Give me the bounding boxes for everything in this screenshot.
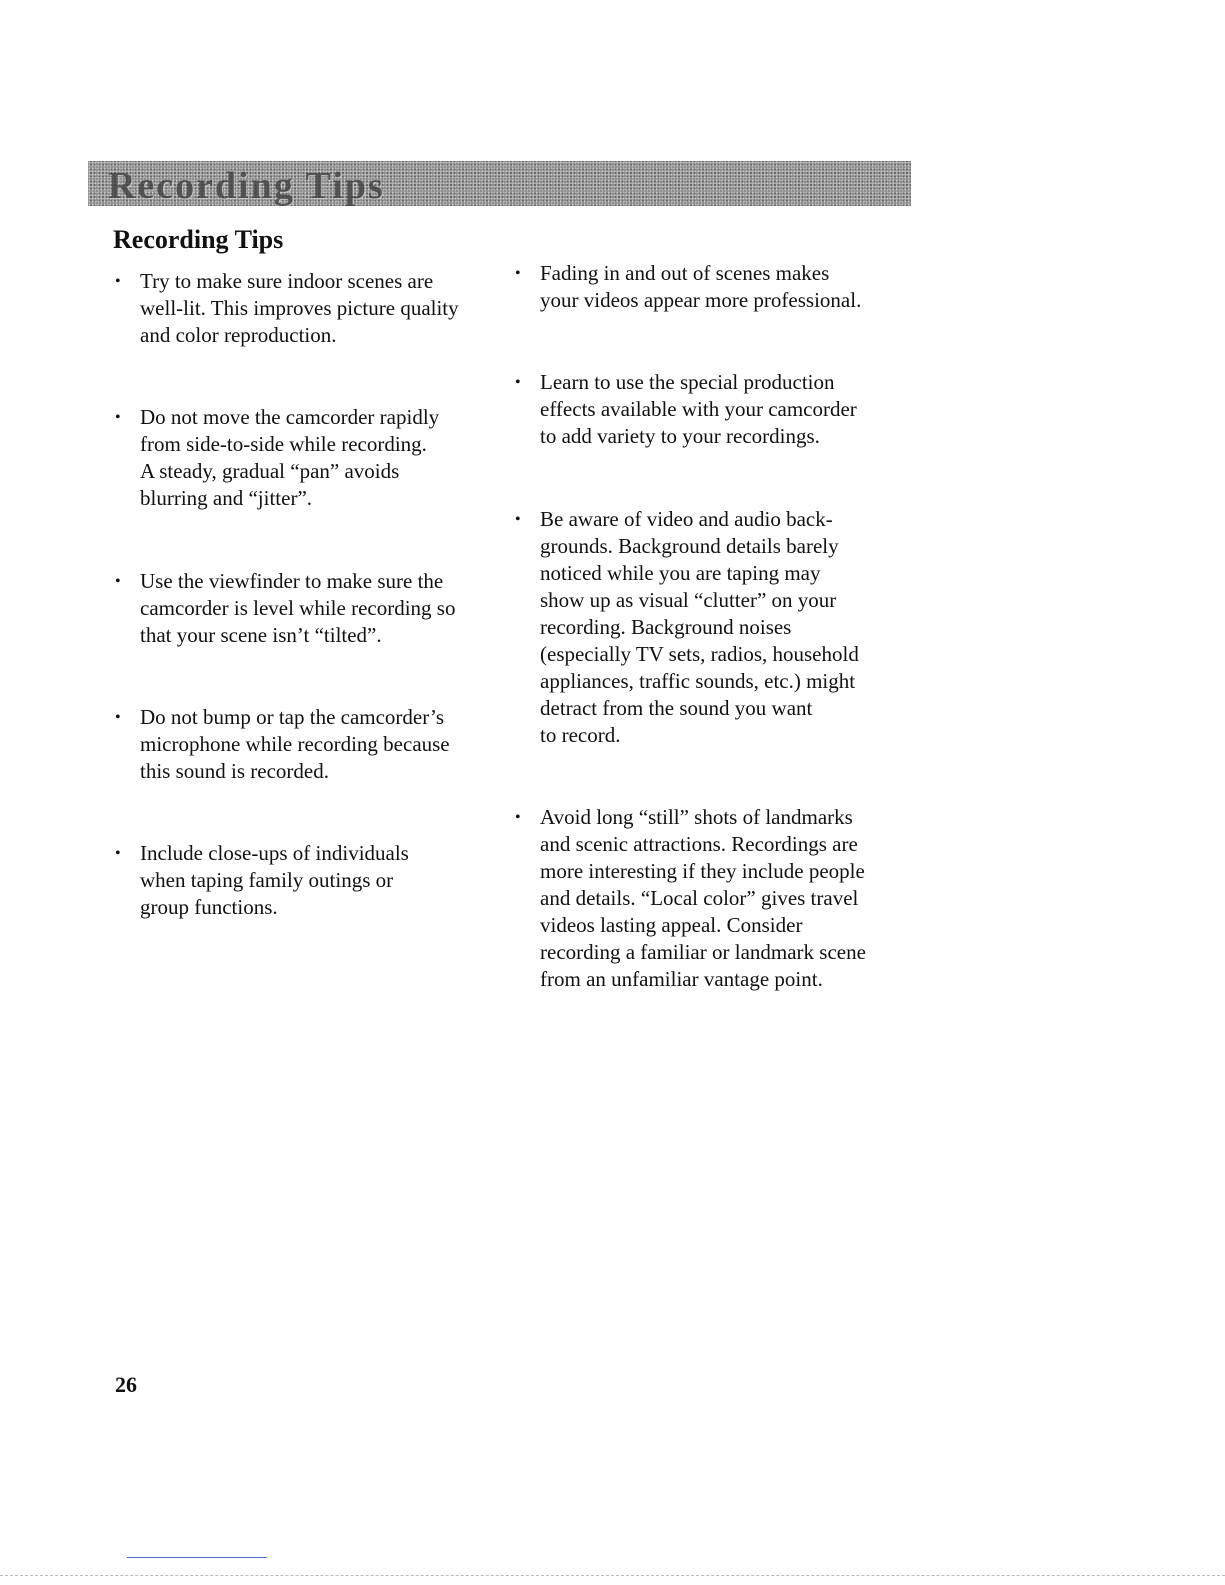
bullet-icon: • [515,809,521,826]
tip-item [113,268,540,349]
section-title: Recording Tips [113,225,284,254]
tip-item [513,369,950,450]
page-number: 26 [115,1372,137,1397]
tip-item [113,840,540,921]
tip-item [513,260,950,314]
tip-text: Do not bump or tap the camcorder’s microphone while recording because this sound is recorded. [140,705,450,783]
tip-text: Avoid long “still” shots of landmarks and scenic attractions. Recordings are more interesting if they include people and details. “Local color” gives travel videos lasting appeal. Consider recording a familiar or landmark scene from an unfamiliar vantage point. [540,805,866,991]
bullet-icon: • [115,573,121,590]
bottom-rule [0,1575,1225,1576]
tip-text: Do not move the camcorder rapidly from side-to-side while recording. A steady, gradual “pan” avoids blurring and “jitter”. [140,405,440,510]
tip-item [513,804,950,993]
bottom-link-mark [127,1557,267,1558]
tip-text: Be aware of video and audio back- grounds. Background details barely noticed while you are taping may show up as visual “clutter” on your recording. Background noises (especially TV sets, radios, household appliances, traffic sounds, etc.) might detract from the sound you want to record. [540,507,859,747]
tip-text: Learn to use the special production effects available with your camcorder to add variety to your recordings. [540,370,857,448]
tip-item [113,568,540,649]
bullet-icon: • [115,845,121,862]
tip-item [113,404,540,512]
bullet-icon: • [515,265,521,282]
tip-text: Try to make sure indoor scenes are well-lit. This improves picture quality and color reproduction. [140,269,459,347]
bullet-icon: • [515,511,521,528]
tip-text: Include close-ups of individuals when taping family outings or group functions. [140,841,409,919]
tip-text: Fading in and out of scenes makes your videos appear more professional. [540,261,862,312]
tip-text: Use the viewfinder to make sure the camcorder is level while recording so that your scene isn’t “tilted”. [140,569,456,647]
section-header-banner [88,161,911,206]
bullet-icon: • [515,374,521,391]
section-header-banner-text: Recording Tips [108,165,385,206]
tip-item [113,704,540,785]
bullet-icon: • [115,709,121,726]
tip-item [513,506,950,749]
bullet-icon: • [115,273,121,290]
bullet-icon: • [115,409,121,426]
